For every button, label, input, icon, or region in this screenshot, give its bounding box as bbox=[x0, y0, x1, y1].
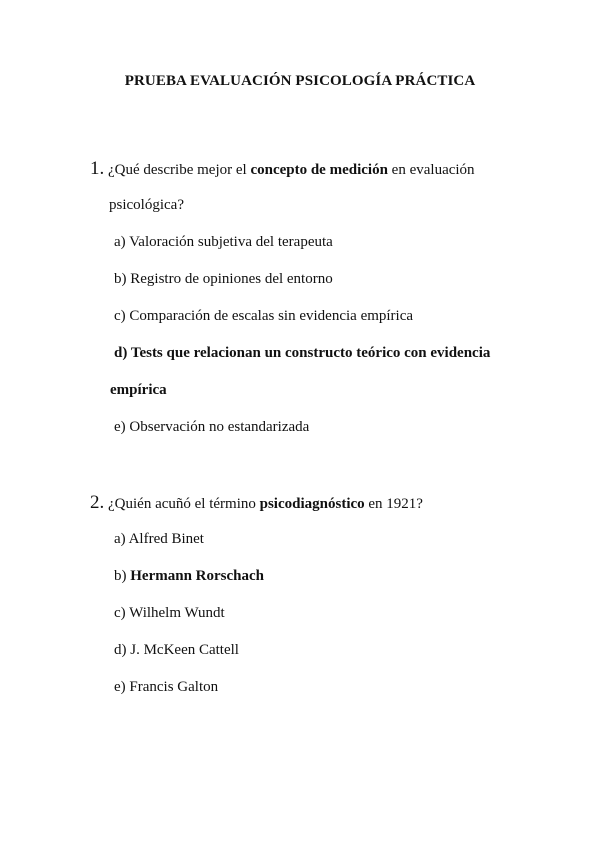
question-text: ¿Quién acuñó el término bbox=[108, 496, 260, 512]
option-1b: b) Registro de opiniones del entorno bbox=[114, 271, 333, 287]
option-1d bbox=[114, 345, 490, 362]
question-keyword: concepto de medición bbox=[250, 162, 388, 178]
option-2a: a) Alfred Binet bbox=[114, 531, 204, 547]
option-2e: e) Francis Galton bbox=[114, 679, 219, 695]
question-number: 2. bbox=[90, 492, 105, 513]
question-text: ¿Qué describe mejor el bbox=[108, 162, 251, 178]
option-1d-line2 bbox=[110, 382, 167, 399]
option-2c: c) Wilhelm Wundt bbox=[114, 605, 225, 621]
option-1c: c) Comparación de escalas sin evidencia empírica bbox=[114, 308, 414, 324]
page-title: PRUEBA EVALUACIÓN PSICOLOGÍA PRÁCTICA bbox=[124, 73, 476, 89]
question-1-text-line2: psicológica? bbox=[109, 197, 184, 213]
question-1-text bbox=[90, 158, 475, 180]
option-2b bbox=[114, 568, 264, 585]
question-number: 1. bbox=[90, 158, 105, 179]
question-text: en evaluación bbox=[387, 162, 475, 178]
question-text: en 1921? bbox=[364, 496, 423, 512]
option-2b-label: Hermann Rorschach bbox=[130, 568, 264, 584]
question-2-text bbox=[90, 492, 423, 514]
option-1e: e) Observación no estandarizada bbox=[114, 419, 310, 435]
option-2b-prefix: b) bbox=[114, 568, 131, 584]
option-1d-label-line2: empírica bbox=[110, 382, 167, 398]
question-keyword: psicodiagnóstico bbox=[259, 496, 365, 512]
option-1a: a) Valoración subjetiva del terapeuta bbox=[114, 234, 333, 250]
option-2d: d) J. McKeen Cattell bbox=[114, 642, 239, 658]
option-1d-label: d) Tests que relacionan un constructo teórico con evidencia bbox=[114, 345, 491, 361]
